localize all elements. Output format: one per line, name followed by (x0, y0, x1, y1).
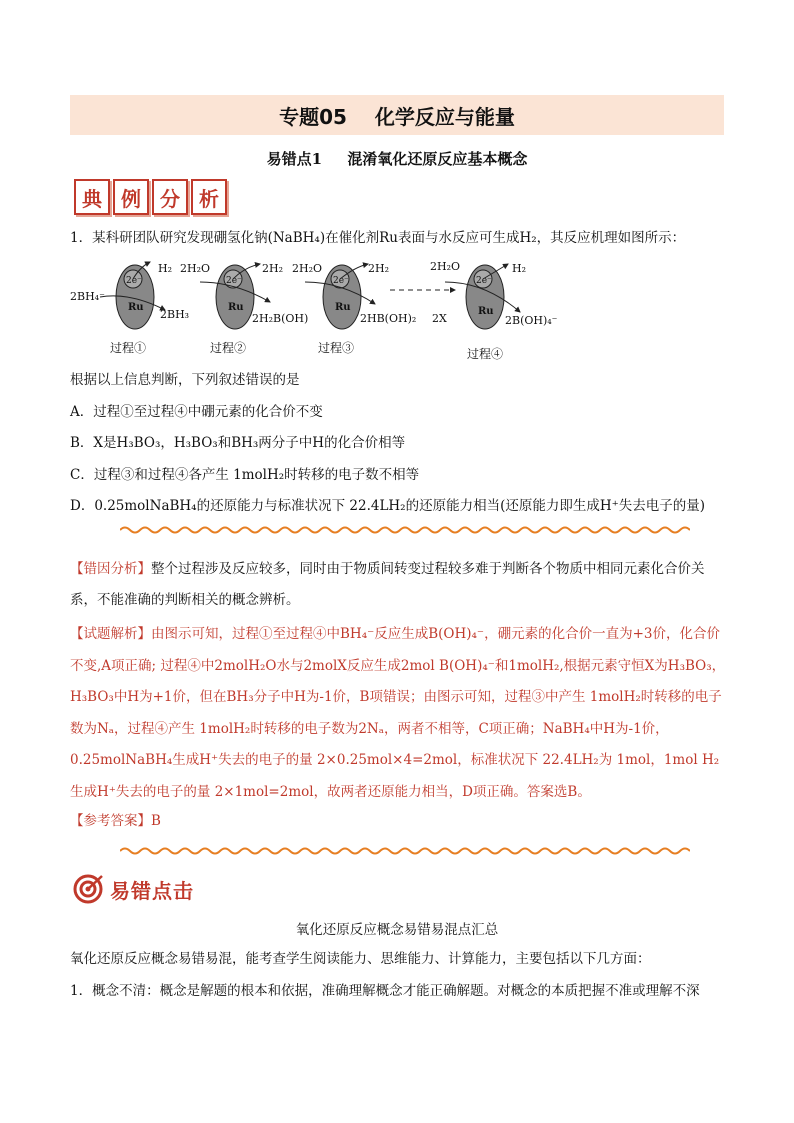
wave-divider (120, 525, 690, 535)
topic-banner (70, 95, 724, 135)
svg-text:2X: 2X (432, 312, 447, 325)
tips-item-1: 1．概念不清：概念是解题的根本和依据，准确理解概念才能正确解题。对概念的本质把握不准或理解不深 (70, 983, 700, 999)
option-d[interactable]: D．0.25molNaBH₄的还原能力与标准状况下 22.4LH₂的还原能力相当(还原能力即生成H⁺失去电子的量) (70, 498, 706, 514)
point-label: 易错点1 (266, 150, 323, 168)
tips-heading: 氧化还原反应概念易错易混点汇总 (295, 922, 499, 938)
svg-text:2e⁻: 2e⁻ (476, 276, 492, 286)
cause-analysis (70, 554, 730, 616)
solution-text: 由图示可知，过程①至过程④中BH₄⁻反应生成B(OH)₄⁻，硼元素的化合价一直为+3价，化合价不变,A项正确; 过程④中2molH₂O水与2molX反应生成2mol B(OH)₄⁻和1molH₂,根据元素守恒X为H₃BO₃，H₃BO₃中H为+1价，但在BH₃分子中H为-1价，B项错误；由图示可知，过程③中产生 1molH₂时转移的电子数为Nₐ，过程④产生 1molH₂时转移的电子数为2Nₐ，两者不相等，C项正确；NaBH₄中H为-1价，0.25molNaBH₄生成H⁺失去的电子的量 2×0.25mol×4=2mol，标准状况下 22.4LH₂为 1mol，1mol H₂生成H⁺失去的电子的量 2×1mol=2mol，故两者还原能力相当，D项正确。答案选B。 (70, 626, 726, 800)
svg-text:Ru: Ru (128, 302, 144, 313)
svg-text:Ru: Ru (335, 302, 351, 313)
question-number: 1． (70, 230, 93, 246)
question-prompt: 根据以上信息判断，下列叙述错误的是 (70, 372, 300, 388)
catalyst-step3 (323, 265, 361, 329)
svg-text:过程③: 过程③ (318, 341, 355, 355)
catalyst-step1 (116, 265, 154, 329)
point-title: 混淆氧化还原反应基本概念 (347, 150, 528, 168)
question-stem (70, 227, 730, 249)
svg-text:2HB(OH)₂: 2HB(OH)₂ (360, 312, 417, 325)
svg-text:2H₂: 2H₂ (262, 262, 284, 275)
svg-text:2H₂O: 2H₂O (430, 260, 461, 273)
svg-text:H₂: H₂ (158, 262, 173, 275)
svg-text:2H₂O: 2H₂O (180, 262, 211, 275)
answer-tag: 【参考答案】 (70, 813, 151, 829)
svg-text:2H₂O: 2H₂O (292, 262, 323, 275)
svg-text:2e⁻: 2e⁻ (126, 276, 142, 286)
svg-text:2H₂: 2H₂ (368, 262, 390, 275)
tips-header (72, 873, 194, 905)
cause-text: 整个过程涉及反应较多，同时由于物质间转变过程较多难于判断各个物质中相同元素化合价关系，不能准确的判断相关的概念辨析。 (70, 561, 705, 608)
wave-divider (120, 846, 690, 856)
stamp-char: 例 (113, 179, 149, 215)
svg-text:2BH₄⁻: 2BH₄⁻ (70, 290, 105, 303)
question-text: 某科研团队研究发现硼氢化钠(NaBH₄)在催化剂Ru表面与水反应可生成H₂，其反应机理如图所示： (92, 230, 686, 246)
answer-value: B (151, 813, 161, 829)
topic-number: 专题05 (279, 104, 347, 129)
target-icon (72, 873, 104, 905)
tips-title: 易错点击 (110, 878, 194, 903)
solution-analysis (70, 619, 730, 808)
option-b[interactable]: B．X是H₃BO₃，H₃BO₃和BH₃两分子中H的化合价相等 (70, 435, 406, 451)
catalyst-step2 (216, 265, 254, 329)
cause-tag: 【错因分析】 (70, 561, 151, 577)
option-a[interactable]: A．过程①至过程④中硼元素的化合价不变 (70, 404, 323, 420)
svg-text:2BH₃: 2BH₃ (160, 308, 190, 321)
stamp-char: 分 (152, 179, 188, 215)
svg-text:过程②: 过程② (210, 341, 247, 355)
reference-answer (70, 810, 730, 832)
svg-text:Ru: Ru (478, 306, 494, 317)
stamp-char: 典 (74, 179, 110, 215)
solution-tag: 【试题解析】 (70, 626, 151, 642)
svg-text:2e⁻: 2e⁻ (226, 276, 242, 286)
topic-title: 化学反应与能量 (374, 104, 515, 129)
svg-text:过程①: 过程① (110, 341, 147, 355)
point-heading (0, 148, 794, 169)
svg-text:2H₂B(OH): 2H₂B(OH) (252, 312, 309, 325)
reaction-mechanism-diagram (70, 252, 560, 364)
svg-text:H₂: H₂ (512, 262, 527, 275)
stamp-char: 析 (191, 179, 227, 215)
option-c[interactable]: C．过程③和过程④各产生 1molH₂时转移的电子数不相等 (70, 467, 420, 483)
tips-intro: 氧化还原反应概念易错易混，能考查学生阅读能力、思维能力、计算能力，主要包括以下几方面： (70, 951, 651, 967)
svg-text:2B(OH)₄⁻: 2B(OH)₄⁻ (505, 314, 558, 327)
svg-text:2e⁻: 2e⁻ (333, 276, 349, 286)
svg-text:Ru: Ru (228, 302, 244, 313)
example-analysis-stamp (74, 179, 227, 215)
svg-text:过程④: 过程④ (467, 347, 504, 361)
